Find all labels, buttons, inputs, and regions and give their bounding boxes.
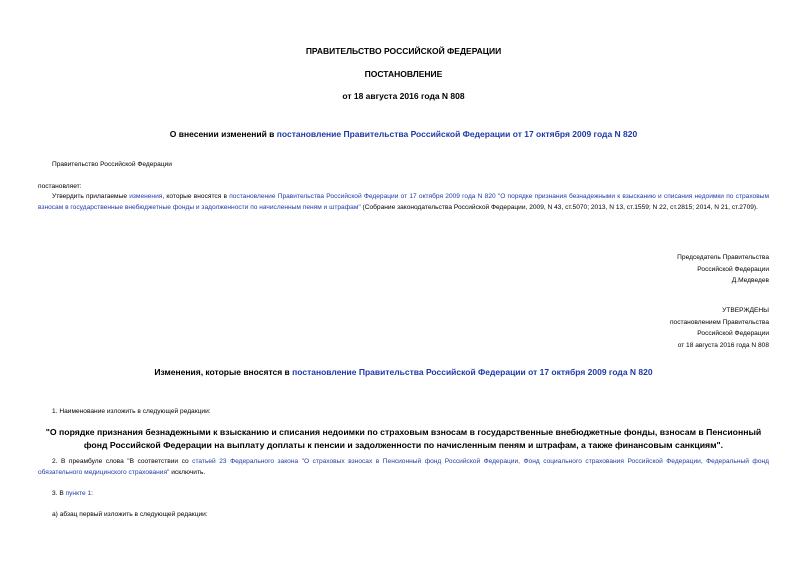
item-3a: а) абзац первый изложить в следующей редакции:: [52, 511, 208, 518]
item-3-text-b: :: [91, 490, 93, 497]
changes-title: [0, 367, 807, 377]
item-1: 1. Наименование изложить в следующей редакции:: [52, 408, 211, 415]
approved-line-2: постановлением Правительства: [669, 318, 769, 326]
signature-line-1: Председатель Правительства: [677, 254, 769, 261]
approved-line-1: УТВЕРЖДЕНЫ: [722, 307, 769, 314]
item-3-link[interactable]: пункте 1: [65, 490, 92, 497]
paragraph-1: [38, 192, 769, 213]
resolves-line: постановляет:: [38, 183, 82, 190]
title-prefix: О внесении изменений в: [169, 129, 277, 139]
doc-type-heading: ПОСТАНОВЛЕНИЕ: [364, 69, 443, 79]
p1-link-resolution[interactable]: постановление Правительства Российской Федерации от 17 октября 2009 года N 820 "О порядке признания безнадежными к взысканию и списания недоимки по страховым взносам в государственные внебюджетные фонды и задолженности по начисленным пеням и штрафам": [38, 193, 769, 211]
document-title: [0, 129, 807, 139]
item-2: [38, 457, 769, 478]
issuer-line: Правительство Российской Федерации: [52, 161, 172, 168]
p1-text-b: , которые вносятся в: [162, 193, 230, 200]
approved-line-3: Российской Федерации: [697, 330, 769, 338]
p1-text-c: (Собрание законодательства Российской Федерации, 2009, N 43, ст.5070; 2013, N 13, ст.1559; N 22, ст.2815; 2014, N 21, ст.2709).: [360, 203, 758, 211]
signature-line-2: Российской Федерации: [697, 265, 769, 273]
title-link[interactable]: постановление Правительства Российской Федерации от 17 октября 2009 года N 820: [276, 129, 638, 139]
p1-text-a: Утвердить прилагаемые: [52, 193, 130, 200]
quoted-title: "О порядке признания безнадежными к взысканию и списания недоимки по страховым взносам в государственные внебюджетные фонды, взносам в Пенсионный фонд Российской Федерации на выплату доплаты к пенсии и задолженности по начисленным пеням и штрафам, а также финансовым санкциям".: [45, 427, 762, 450]
item-3-text-a: 3. В: [52, 490, 66, 497]
item-2-link[interactable]: статьей 23 Федерального закона "О страховых взносах в Пенсионный фонд Российской Федерации, Фонд социального страхования Российской Федерации, Федеральный фонд обязательного медицинского страхования": [38, 458, 769, 476]
signature-line-3: Д.Медведев: [731, 277, 769, 285]
signature-block: [677, 252, 769, 287]
p1-link-changes[interactable]: изменения: [129, 193, 163, 200]
approved-block: [670, 305, 769, 351]
government-heading: ПРАВИТЕЛЬСТВО РОССИЙСКОЙ ФЕДЕРАЦИИ: [305, 46, 502, 56]
approved-line-4: от 18 августа 2016 года N 808: [677, 341, 769, 349]
item-2-text-b: исключить.: [169, 468, 206, 476]
changes-title-prefix: Изменения, которые вносятся в: [154, 367, 293, 377]
item-3: [52, 489, 93, 500]
changes-title-link[interactable]: постановление Правительства Российской Федерации от 17 октября 2009 года N 820: [292, 367, 653, 377]
date-number-heading: от 18 августа 2016 года N 808: [342, 91, 465, 101]
item-2-text-a: 2. В преамбуле слова "В соответствии со: [52, 458, 193, 465]
